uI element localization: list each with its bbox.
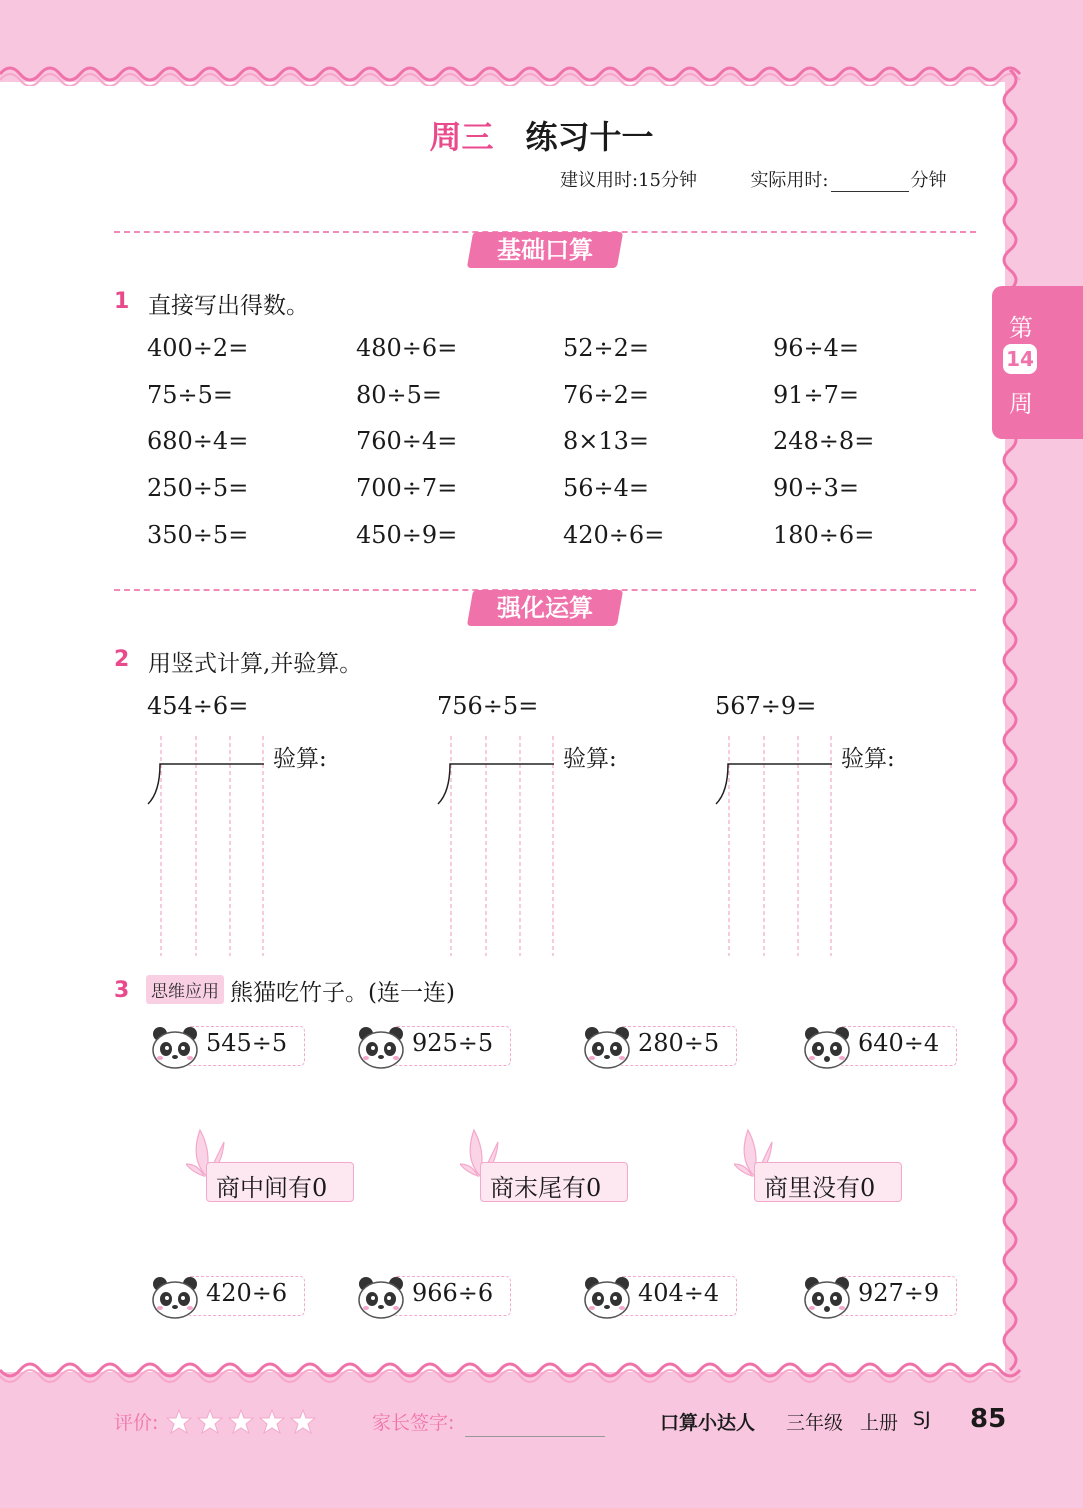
right-wave-border [1000, 70, 1026, 1380]
panda-division-card[interactable] [150, 1024, 305, 1070]
page-title [0, 112, 1083, 158]
panda-icon [150, 1024, 200, 1070]
bamboo-label-card[interactable] [186, 1128, 366, 1208]
q1-number: 1 [114, 289, 130, 314]
bamboo-label: 商里没有0 [764, 1174, 876, 1202]
panda-expression: 280÷5 [638, 1029, 720, 1057]
suggested-time: 建议用时:15分钟 [560, 170, 697, 191]
panda-expression: 966÷6 [412, 1279, 494, 1307]
week-side-tab [992, 286, 1083, 439]
bamboo-label: 商末尾有0 [490, 1174, 602, 1202]
q3-instruction: 熊猫吃竹子。(连一连) [230, 980, 455, 1006]
q2-expression: 454÷6= [147, 692, 249, 720]
panda-icon [582, 1274, 632, 1320]
parent-sign-label: 家长签字: [372, 1412, 455, 1434]
book-edition: SJ [913, 1408, 931, 1430]
rating-label: 评价: [114, 1412, 159, 1434]
q1-equation: 400÷2= [147, 334, 249, 362]
panda-division-card[interactable] [356, 1024, 511, 1070]
q2-expression: 567÷9= [715, 692, 817, 720]
q3-instruction-line [146, 974, 455, 1007]
panda-division-card[interactable] [802, 1274, 957, 1320]
book-grade: 三年级 [786, 1412, 844, 1434]
top-wave-border [0, 60, 1025, 86]
q1-equation: 90÷3= [773, 474, 860, 502]
q3-number: 3 [114, 978, 130, 1003]
q1-equation: 75÷5= [147, 381, 234, 409]
panda-division-card[interactable] [356, 1274, 511, 1320]
q1-equation: 52÷2= [563, 334, 650, 362]
q2-check-label: 验算: [841, 746, 895, 772]
title-exercise: 练习十一 [525, 118, 654, 156]
q1-equation: 420÷6= [563, 521, 665, 549]
q1-equation: 700÷7= [356, 474, 458, 502]
panda-icon [802, 1274, 852, 1320]
q2-check-label: 验算: [563, 746, 617, 772]
bamboo-label: 商中间有0 [216, 1174, 328, 1202]
panda-icon [356, 1024, 406, 1070]
panda-expression: 640÷4 [858, 1029, 940, 1057]
panda-division-card[interactable] [582, 1024, 737, 1070]
section1-header: 基础口算 [467, 232, 623, 268]
q1-equation: 480÷6= [356, 334, 458, 362]
section2-header: 强化运算 [467, 590, 623, 626]
panda-icon [356, 1274, 406, 1320]
panda-expression: 925÷5 [412, 1029, 494, 1057]
q1-equation: 80÷5= [356, 381, 443, 409]
page-number: 85 [970, 1404, 1007, 1434]
q2-number: 2 [114, 647, 130, 672]
panda-expression: 404÷4 [638, 1279, 720, 1307]
panda-icon [582, 1024, 632, 1070]
week-tab-suffix: 周 [1009, 390, 1033, 418]
q1-equation: 760÷4= [356, 427, 458, 455]
book-volume: 上册 [860, 1412, 899, 1434]
q2-check-label: 验算: [273, 746, 327, 772]
q1-equation: 250÷5= [147, 474, 249, 502]
q1-equation: 96÷4= [773, 334, 860, 362]
q1-instruction: 直接写出得数。 [148, 293, 309, 319]
thinking-application-tag: 思维应用 [146, 975, 224, 1004]
long-division-workspace[interactable] [146, 736, 264, 956]
rating-stars[interactable] [166, 1408, 316, 1442]
parent-signature-line[interactable] [465, 1436, 605, 1437]
week-tab-prefix: 第 [1009, 314, 1033, 342]
panda-icon [802, 1024, 852, 1070]
q1-equation: 8×13= [563, 427, 650, 455]
panda-expression: 420÷6 [206, 1279, 288, 1307]
q1-equation: 56÷4= [563, 474, 650, 502]
q1-equation: 76÷2= [563, 381, 650, 409]
panda-icon [150, 1274, 200, 1320]
bamboo-label-card[interactable] [460, 1128, 640, 1208]
q1-equation: 350÷5= [147, 521, 249, 549]
q1-equation: 680÷4= [147, 427, 249, 455]
actual-time-label: 实际用时: [750, 170, 829, 191]
q1-equation: 91÷7= [773, 381, 860, 409]
panda-expression: 545÷5 [206, 1029, 288, 1057]
q2-instruction: 用竖式计算,并验算。 [148, 651, 363, 677]
panda-division-card[interactable] [802, 1024, 957, 1070]
actual-time-unit: 分钟 [910, 170, 947, 191]
week-tab-number: 14 [1003, 344, 1037, 374]
panda-division-card[interactable] [582, 1274, 737, 1320]
q2-expression: 756÷5= [437, 692, 539, 720]
q1-equation: 248÷8= [773, 427, 875, 455]
actual-time-blank[interactable] [831, 174, 909, 192]
bamboo-label-card[interactable] [734, 1128, 914, 1208]
timing-line [560, 166, 947, 192]
bottom-wave-border [0, 1362, 1025, 1388]
title-day: 周三 [429, 118, 494, 156]
panda-expression: 927÷9 [858, 1279, 940, 1307]
panda-division-card[interactable] [150, 1274, 305, 1320]
long-division-workspace[interactable] [436, 736, 554, 956]
long-division-workspace[interactable] [714, 736, 832, 956]
q1-equation: 450÷9= [356, 521, 458, 549]
q1-equation: 180÷6= [773, 521, 875, 549]
star-icons [166, 1408, 316, 1438]
book-title: 口算小达人 [660, 1412, 756, 1434]
